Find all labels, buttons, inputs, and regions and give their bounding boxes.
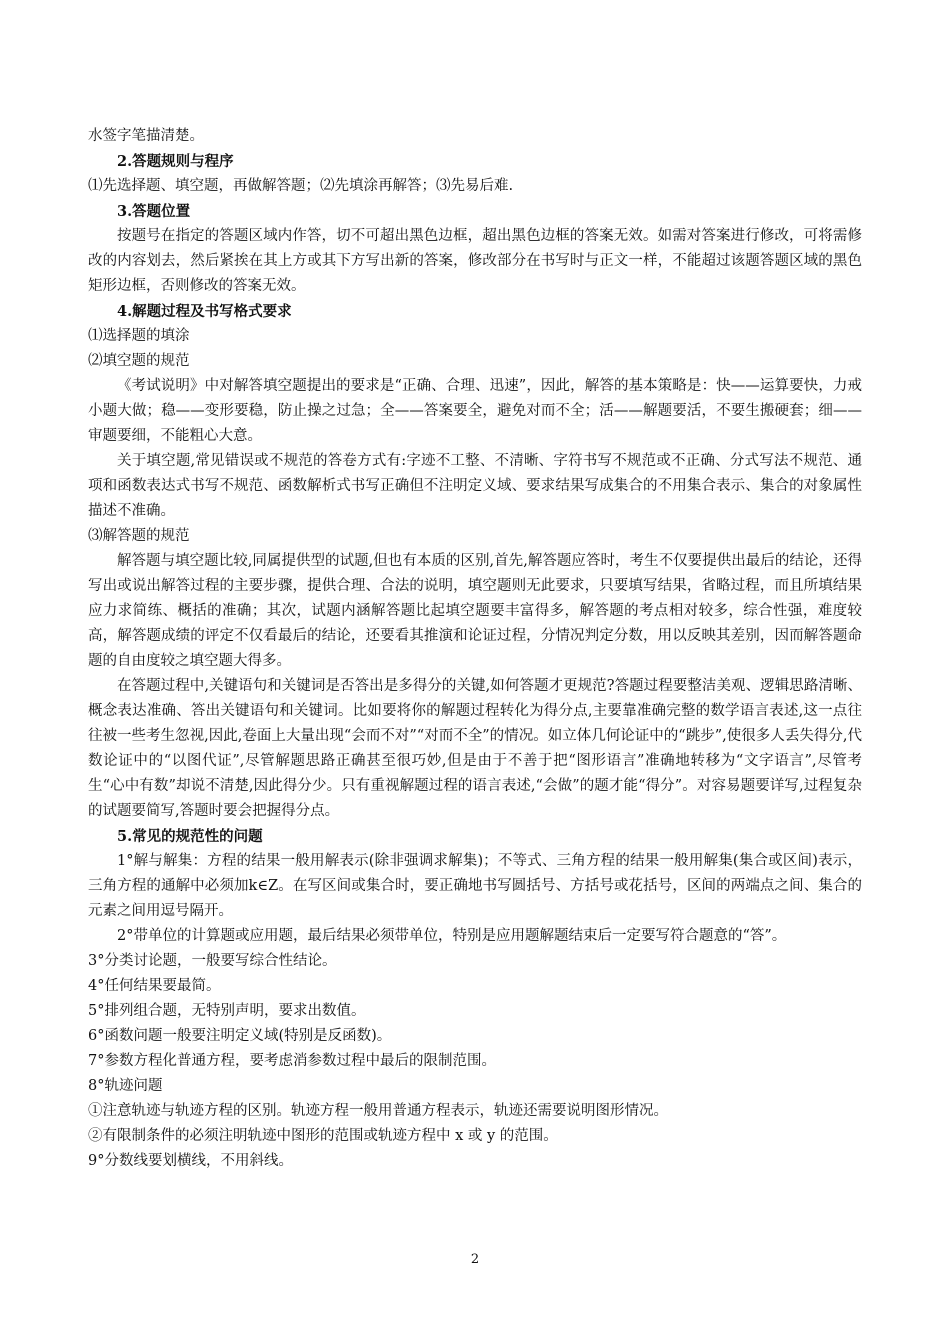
- list-item: ⑴选择题的填涂: [88, 328, 190, 344]
- document-body: [88, 124, 862, 1174]
- list-item: ①注意轨迹与轨迹方程的区别。轨迹方程一般用普通方程表示，轨迹还需要说明图形情况。: [88, 1103, 668, 1119]
- paragraph: 《考试说明》中对解答填空题提出的要求是“正确、合理、迅速”，因此，解答的基本策略是：快——运算要快，力戒小题大做；稳——变形要稳，防止操之过急；全——答案要全，避免对而不全；活——解题要活，不要生搬硬套；细——审题要细，不能粗心大意。: [88, 378, 862, 444]
- paragraph: 解答题与填空题比较,同属提供型的试题,但也有本质的区别,首先,解答题应答时，考生不仅要提供出最后的结论，还得写出或说出解答过程的主要步骤，提供合理、合法的说明，填空题则无此要求，只要填写结果，省略过程，而且所填结果应力求简练、概括的准确；其次，试题内涵解答题比起填空题要丰富得多，解答题的考点相对较多，综合性强，难度较高，解答题成绩的评定不仅看最后的结论，还要看其推演和论证过程，分情况判定分数，用以反映其差别，因而解答题命题的自由度较之填空题大得多。: [88, 553, 862, 669]
- paragraph: 在答题过程中,关键语句和关键词是否答出是多得分的关键,如何答题才更规范?答题过程要整洁美观、逻辑思路清晰、概念表达准确、答出关键语句和关键词。比如要将你的解题过程转化为得分点,主要靠准确完整的数学语言表述,这一点往往被一些考生忽视,因此,卷面上大量出现“会而不对”“对而不全”的情况。如立体几何论证中的“跳步”,使很多人丢失得分,代数论证中的“以图代证”,尽管解题思路正确甚至很巧妙,但是由于不善于把“图形语言”准确地转移为“文字语言”,尽管考生“心中有数”却说不清楚,因此得分少。只有重视解题过程的语言表述,“会做”的题才能“得分”。对容易题要详写,过程复杂的试题要简写,答题时要会把握得分点。: [88, 678, 862, 819]
- paragraph: 按题号在指定的答题区域内作答，切不可超出黑色边框，超出黑色边框的答案无效。如需对答案进行修改，可将需修改的内容划去，然后紧挨在其上方或其下方写出新的答案，修改部分在书写时与正文一样，不能超过该题答题区域的黑色矩形边框，否则修改的答案无效。: [88, 228, 862, 294]
- list-item: 9°分数线要划横线，不用斜线。: [88, 1153, 293, 1169]
- paragraph-continuation: 水签字笔描清楚。: [88, 128, 204, 144]
- list-item: 4°任何结果要最简。: [88, 978, 221, 994]
- section-heading-solution-format: 4.解题过程及书写格式要求: [117, 303, 292, 320]
- paragraph: 1°解与解集：方程的结果一般用解表示(除非强调求解集)；不等式、三角方程的结果一般用解集(集合或区间)表示，三角方程的通解中必须加k∈Z。在写区间或集合时，要正确地书写圆括号、方括号或花括号，区间的两端点之间、集合的元素之间用逗号隔开。: [88, 853, 862, 919]
- list-item: 5°排列组合题，无特别声明，要求出数值。: [88, 1003, 366, 1019]
- list-item: 6°函数问题一般要注明定义域(特别是反函数)。: [88, 1028, 392, 1044]
- page-number: 2: [470, 1252, 480, 1267]
- list-item: 3°分类讨论题，一般要写综合性结论。: [88, 953, 337, 969]
- list-item: ⑴先选择题、填空题，再做解答题；⑵先填涂再解答；⑶先易后难.: [88, 178, 514, 194]
- list-item: 7°参数方程化普通方程，要考虑消参数过程中最后的限制范围。: [88, 1053, 496, 1069]
- list-item: ⑵填空题的规范: [88, 353, 190, 369]
- list-item: ②有限制条件的必须注明轨迹中图形的范围或轨迹方程中 x 或 y 的范围。: [88, 1128, 558, 1144]
- paragraph: 2°带单位的计算题或应用题，最后结果必须带单位，特别是应用题解题结束后一定要写符合题意的“答”。: [117, 928, 787, 944]
- list-item: ⑶解答题的规范: [88, 528, 190, 544]
- list-item: 8°轨迹问题: [88, 1078, 163, 1094]
- section-heading-answer-position: 3.答题位置: [117, 203, 191, 220]
- section-heading-common-issues: 5.常见的规范性的问题: [117, 828, 263, 845]
- section-heading-answer-rules: 2.答题规则与程序: [117, 153, 234, 170]
- paragraph: 关于填空题,常见错误或不规范的答卷方式有:字迹不工整、不清晰、字符书写不规范或不正确、分式写法不规范、通项和函数表达式书写不规范、函数解析式书写正确但不注明定义域、要求结果写成集合的不用集合表示、集合的对象属性描述不准确。: [88, 453, 862, 519]
